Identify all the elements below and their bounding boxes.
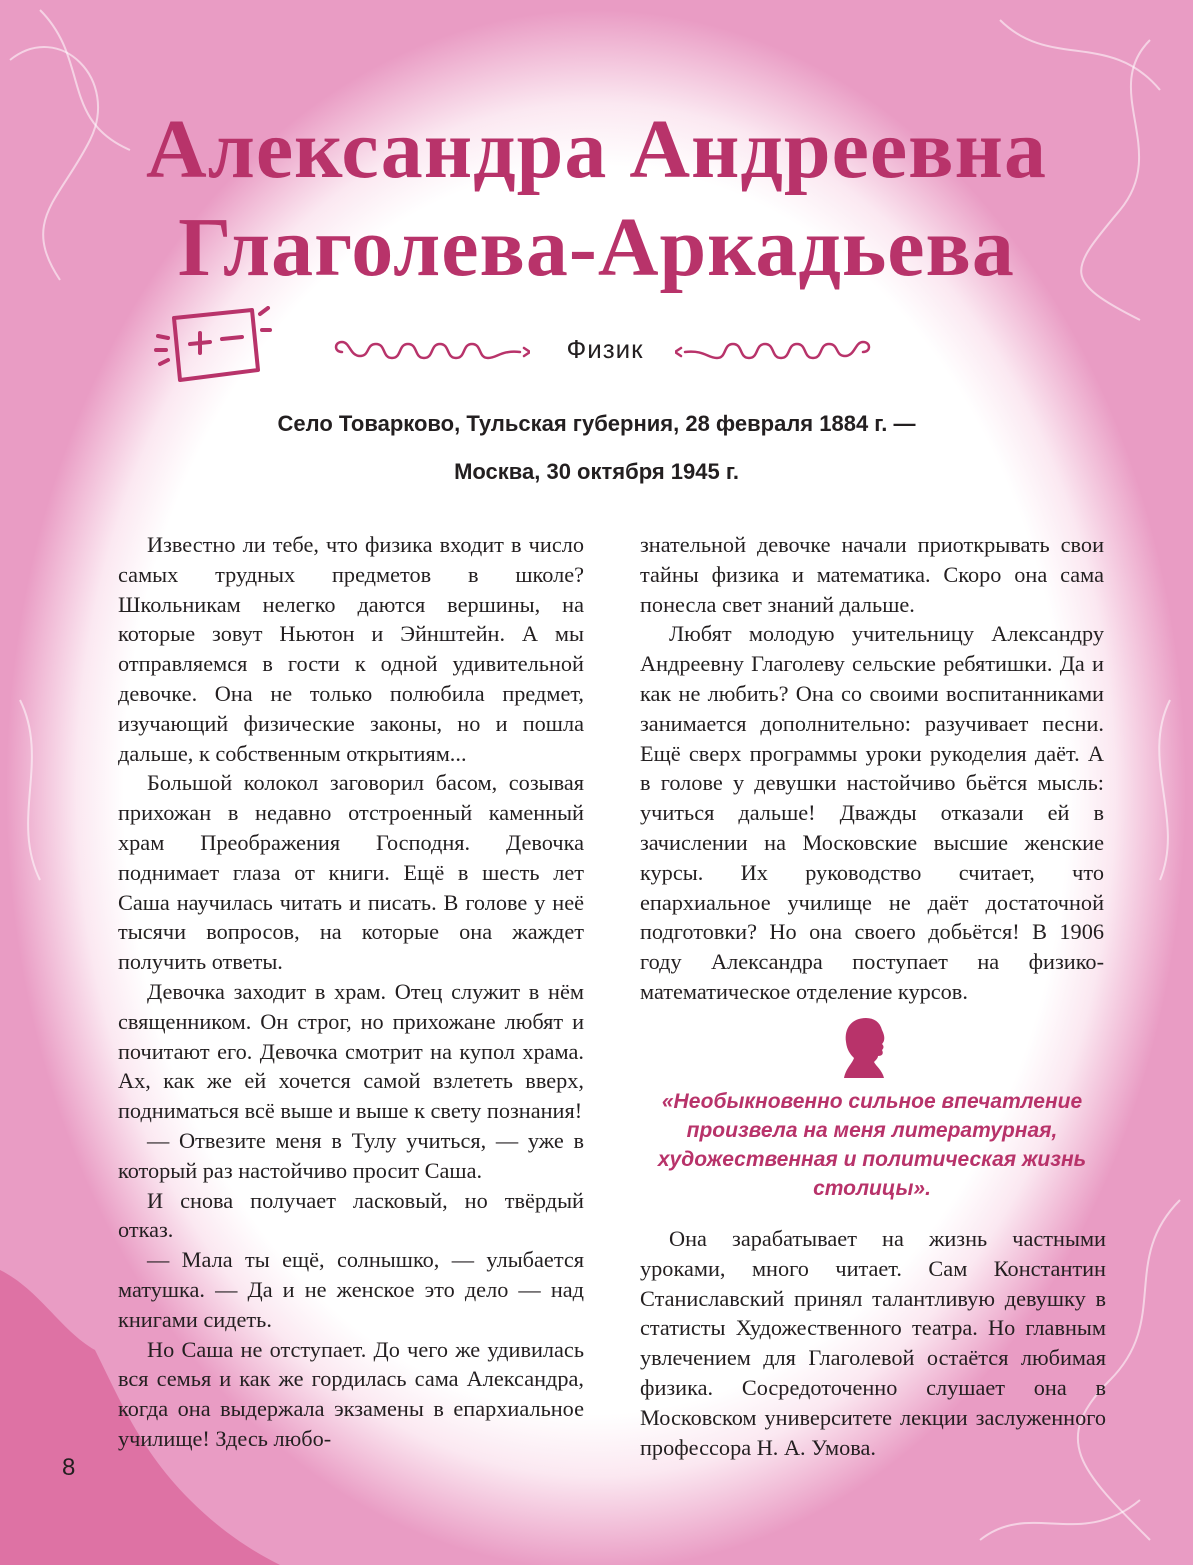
paragraph: И снова получает ласковый, но твёрдый отказ. [118,1187,584,1243]
flourish-left-icon [330,338,530,366]
paragraph: Но Саша не отступает. До чего же удивилась вся семья и как же гордилась сама Александра, когда она выдержала экзамены в епархиальное училище! Здесь любо- [118,1336,584,1451]
right-column-bottom [640,1224,1106,1462]
profession-row [0,330,1193,380]
paragraph: — Отвезите меня в Тулу учиться, — уже в который раз настойчиво просит Саша. [118,1127,584,1183]
right-column-top [640,530,1104,1007]
paragraph: Большой колокол заговорил басом, созывая прихожан в недавно отстроенный каменный храм Преображения Господня. Девочка поднимает глаза от книги. Ещё в шесть лет Саша научилась читать и писать. В голове у неё тысячи вопросов, на которые она жаждет получить ответы. [118,770,584,975]
page-title-line-2: Глаголева-Аркадьева [178,201,1015,294]
profession-label: Физик [566,334,644,364]
paragraph: — Мала ты ещё, солнышко, — улыбается матушка. — Да и не женское это дело — над книгами сидеть. [118,1247,584,1332]
paragraph: знательной девочке начали приоткрывать свои тайны физика и математика. Скоро она сама понесла свет знаний дальше. [640,532,1104,617]
paragraph: Любят молодую учительницу Александру Андреевну Глаголеву сельские ребятишки. Да и как не любить? Она со своими воспитанниками занимается дополнительно: разучивает песни. Ещё сверх программы уроки рукоделия даёт. А в голове у девушки настойчиво бьётся мысль: учиться дальше! Дважды отказали ей в зачислении на Московские высшие женские курсы. Их руководство считает, что епархиальное училище не даёт достаточной подготовки? Но она своего добьётся! В 1906 году Александра поступает на физико-математическое отделение курсов. [640,621,1104,1004]
woman-silhouette-icon [840,1016,894,1078]
life-dates-line-1: Село Товарково, Тульская губерния, 28 февраля 1884 г. — [277,411,916,436]
paragraph: Известно ли тебе, что физика входит в число самых трудных предметов в школе? Школьникам нелегко даются вершины, на которые зовут Ньютон и Эйнштейн. А мы отправляемся в гости к одной удивительной девочке. Она не только полюбила предмет, изучающий физические законы, но и пошла дальше, к собственным открытиям... [118,532,584,766]
life-dates-line-2: Москва, 30 октября 1945 г. [454,459,739,484]
left-column [118,530,584,1454]
page-title-line-1: Александра Андреевна [146,103,1047,196]
page-number: 8 [62,1454,76,1481]
flourish-right-icon [675,338,875,366]
paragraph: Девочка заходит в храм. Отец служит в нём священником. Он строг, но прихожане любят и почитают его. Девочка смотрит на купол храма. Ах, как же ей хочется самой взлететь вверх, подниматься всё выше и выше к свету познания! [118,978,584,1124]
pull-quote: «Необыкновенно сильное впечатление произвела на меня литературная, художественная и политическая жизнь столицы». [657,1090,1087,1200]
paragraph: Она зарабатывает на жизнь частными уроками, много читает. Сам Константин Станиславский принял талантливую девушку в статисты Художественного театра. Но главным увлечением для Глаголевой остаётся любимая физика. Сосредоточенно слушает она в Московском университете лекции заслуженного профессора Н. А. Умова. [640,1226,1106,1460]
